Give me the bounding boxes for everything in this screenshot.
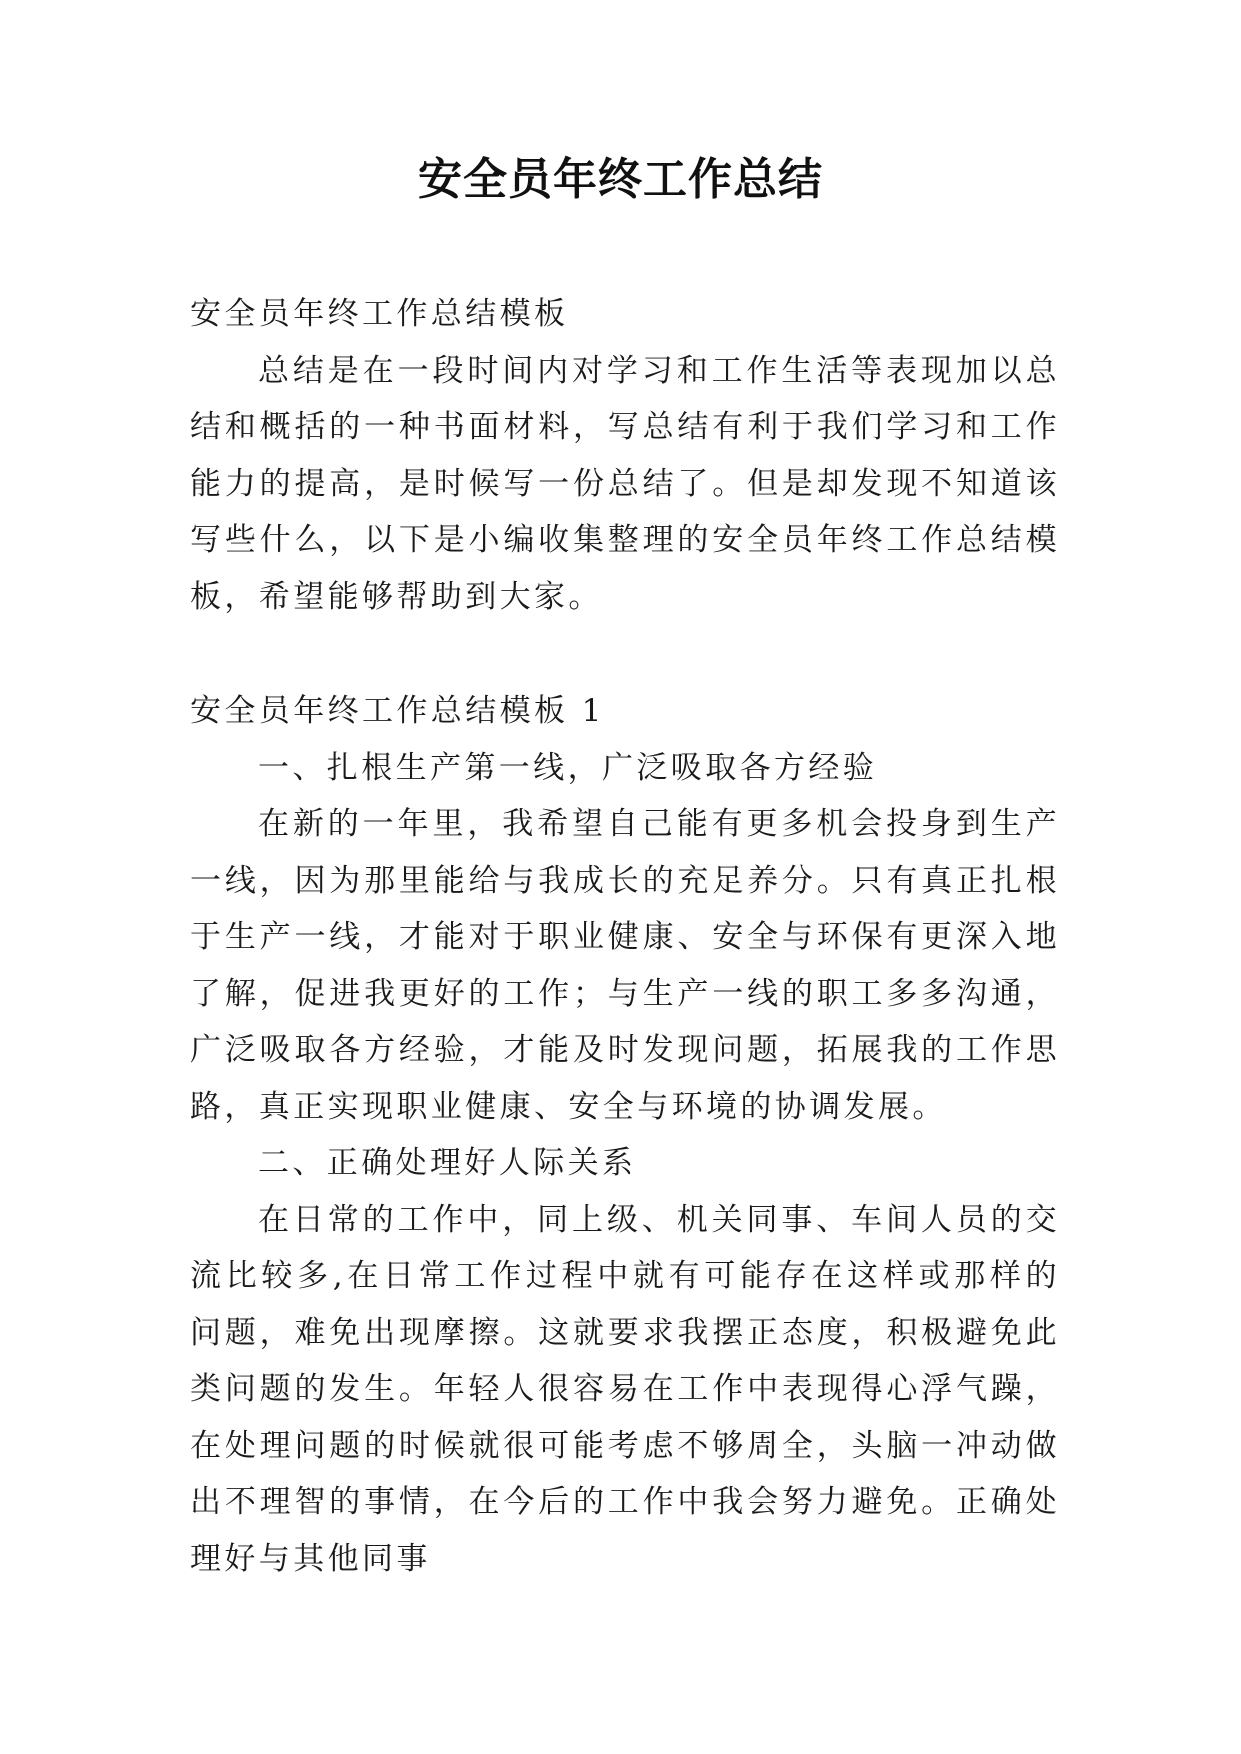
- template-heading: 安全员年终工作总结模板: [190, 296, 569, 332]
- section-1-heading: 一、扎根生产第一线，广泛吸取各方经验: [258, 749, 878, 786]
- section-2-paragraph: 在日常的工作中，同上级、机关同事、车间人员的交流比较多,在日常工作过程中就有可能存在这样或那样的问题，难免出现摩擦。这就要求我摆正态度，积极避免此类问题的发生。年轻人很容易在工作中表现得心浮气躁，在处理问题的时候就很可能考虑不够周全，头脑一冲动做出不理智的事情，在今后的工作中我会努力避免。正确处理好与其他同事: [190, 1201, 1060, 1577]
- template-1-heading: 安全员年终工作总结模板 1: [190, 693, 605, 729]
- intro-paragraph: 总结是在一段时间内对学习和工作生活等表现加以总结和概括的一种书面材料，写总结有利于我们学习和工作能力的提高，是时候写一份总结了。但是却发现不知道该写些什么，以下是小编收集整理的安全员年终工作总结模板，希望能够帮助到大家。: [190, 352, 1060, 615]
- document-title: 安全员年终工作总结: [418, 154, 823, 205]
- section-1-paragraph: 在新的一年里，我希望自己能有更多机会投身到生产一线，因为那里能给与我成长的充足养分。只有真正扎根于生产一线，才能对于职业健康、安全与环保有更深入地了解，促进我更好的工作；与生产一线的职工多多沟通，广泛吸取各方经验，才能及时发现问题，拓展我的工作思路，真正实现职业健康、安全与环境的协调发展。: [190, 806, 1060, 1125]
- document-body: [190, 286, 1060, 1587]
- section-2-heading: 二、正确处理好人际关系: [258, 1145, 637, 1181]
